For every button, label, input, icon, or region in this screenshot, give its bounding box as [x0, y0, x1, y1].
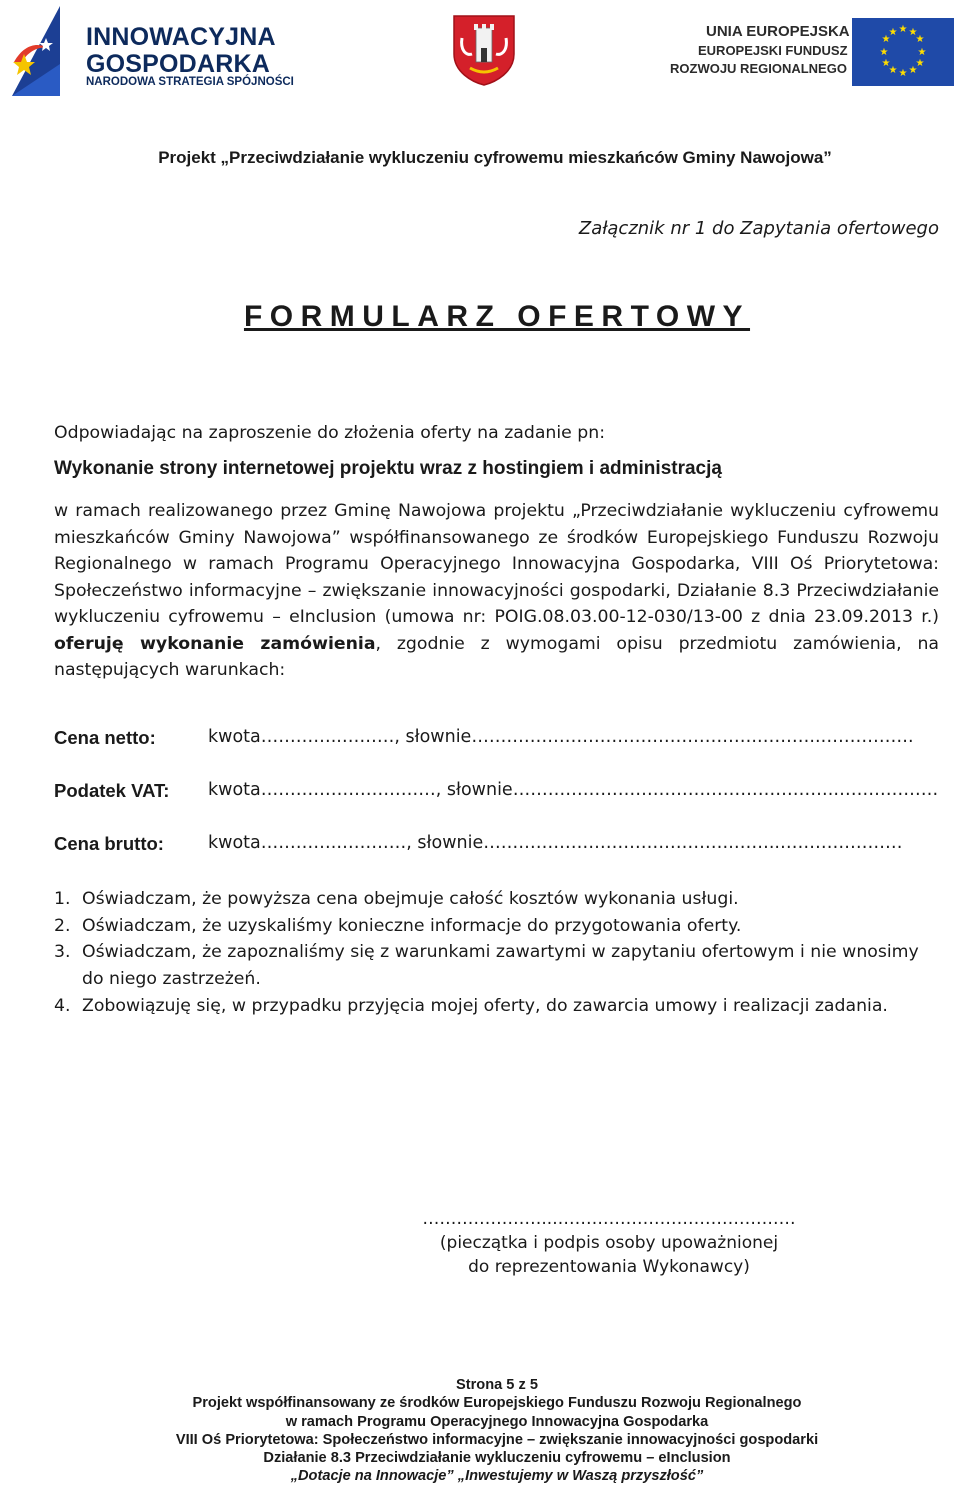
page-number: Strona 5 z 5 [456, 1377, 538, 1393]
svg-text:★: ★ [881, 58, 891, 69]
signature-block [400, 1207, 818, 1279]
svg-text:★: ★ [908, 65, 918, 76]
list-item [54, 886, 939, 913]
price-label: Podatek VAT: [54, 780, 170, 801]
innowacyjna-gospodarka-logo-icon [2, 4, 82, 96]
eu-logo-line1: UNIA EUROPEJSKA [706, 23, 850, 40]
svg-text:★: ★ [898, 24, 908, 35]
svg-text:★: ★ [915, 34, 925, 45]
list-number: 2. [54, 915, 71, 936]
intro-text: Odpowiadając na zaproszenie do złożenia oferty na zadanie pn: [54, 423, 606, 443]
attachment-label: Załącznik nr 1 do Zapytania ofertowego [578, 218, 939, 239]
paragraph-text: w ramach realizowanego przez Gminę Nawojowa projektu „Przeciwdziałanie wykluczeniu cyfrowemu mieszkańców Gminy Nawojowa” współfinansowanego ze środków Europejskiego Funduszu Rozwoju Regionalnego w ramach Programu Operacyjnego Innowacyjna Gospodarka, VIII Oś Priorytetowa: Społeczeństwo informacyjne – zwiększanie innowacyjności gospodarki, Działanie 8.3 Przeciwdziałanie wykluczeniu cyfrowemu – eInclusion (umowa nr: POIG.08.03.00-12-030/13-00 z dnia 23.09.2013 r.) [54, 501, 939, 627]
offer-paragraph [54, 498, 939, 684]
eu-flag-icon [852, 18, 954, 86]
list-number: 4. [54, 995, 71, 1016]
svg-text:★: ★ [915, 58, 925, 69]
price-label: Cena netto: [54, 727, 156, 748]
logo-line3: NARODOWA STRATEGIA SPÓJNOŚCI [86, 76, 294, 88]
signature-caption-1: (pieczątka i podpis osoby upoważnionej [439, 1233, 779, 1253]
eu-logo-line3: ROZWOJU REGIONALNEGO [670, 61, 847, 76]
svg-text:★: ★ [917, 47, 927, 58]
list-number: 1. [54, 889, 71, 909]
svg-text:★: ★ [898, 68, 908, 79]
price-value-field[interactable]: kwota…………………………, słownie……………………………………………….……………… [208, 780, 939, 800]
list-item [54, 913, 939, 940]
svg-text:★: ★ [888, 27, 898, 38]
coat-of-arms-icon [452, 14, 516, 86]
form-title: FORMULARZ OFERTOWY [243, 300, 751, 333]
svg-text:★: ★ [881, 34, 891, 45]
svg-text:★: ★ [888, 65, 898, 76]
innowacyjna-gospodarka-logo [2, 4, 302, 96]
task-title: Wykonanie strony internetowej projektu wraz z hostingiem i administracją [54, 458, 722, 479]
project-title: Projekt „Przeciwdziałanie wykluczeniu cyfrowemu mieszkańców Gminy Nawojowa” [158, 148, 832, 167]
footer-line4: Działanie 8.3 Przeciwdziałanie wykluczeniu cyfrowemu – eInclusion [263, 1450, 731, 1467]
list-text: Oświadczam, że powyższa cena obejmuje całość kosztów wykonania usługi. [82, 889, 739, 909]
signature-caption-2: do reprezentowania Wykonawcy) [468, 1257, 750, 1277]
logo-line2: GOSPODARKA [86, 50, 270, 78]
list-text: Oświadczam, że zapoznaliśmy się z warunkami zawartymi w zapytaniu ofertowym i nie wnosimy do niego zastrzeżeń. [82, 942, 919, 990]
price-value-field[interactable]: kwota………….…………, słownie…………………………………….……..………………… [208, 833, 903, 853]
svg-text:★: ★ [879, 47, 889, 58]
list-item [54, 939, 939, 992]
list-item [54, 993, 939, 1020]
nawojowa-coat-of-arms [452, 14, 516, 86]
price-label: Cena brutto: [54, 833, 164, 854]
paragraph-text-end: , zgodnie z wymogami opisu przedmiotu zamówienia, na następujących warunkach: [54, 633, 939, 680]
paragraph-bold: oferuję wykonanie zamówienia [54, 633, 376, 654]
eu-logo [668, 18, 954, 88]
footer-line3: VIII Oś Priorytetowa: Społeczeństwo informacyjne – zwiększanie innowacyjności gospodarki [175, 1431, 819, 1448]
eu-logo-line2: EUROPEJSKI FUNDUSZ [698, 43, 848, 58]
list-number: 3. [54, 942, 71, 963]
svg-text:★: ★ [908, 27, 918, 38]
signature-line[interactable]: …………………...…………………………………… [422, 1209, 796, 1229]
footer-slogans: „Dotacje na Innowacje” „Inwestujemy w Waszą przyszłość” [290, 1468, 704, 1485]
footer-line1: Projekt współfinansowany ze środków Europejskiego Funduszu Rozwoju Regionalnego [192, 1395, 802, 1412]
footer-line2: w ramach Programu Operacyjnego Innowacyjna Gospodarka [285, 1413, 709, 1430]
page-footer [0, 1376, 960, 1486]
price-value-field[interactable]: kwota…………..………, słownie………………………………………….………..……………. [208, 727, 914, 747]
logo-line1: INNOWACYJNA [86, 23, 276, 51]
list-text: Zobowiązuję się, w przypadku przyjęcia mojej oferty, do zawarcia umowy i realizacji zadania. [82, 995, 888, 1016]
declarations-list [54, 886, 939, 1020]
list-text: Oświadczam, że uzyskaliśmy konieczne informacje do przygotowania oferty. [82, 915, 742, 936]
